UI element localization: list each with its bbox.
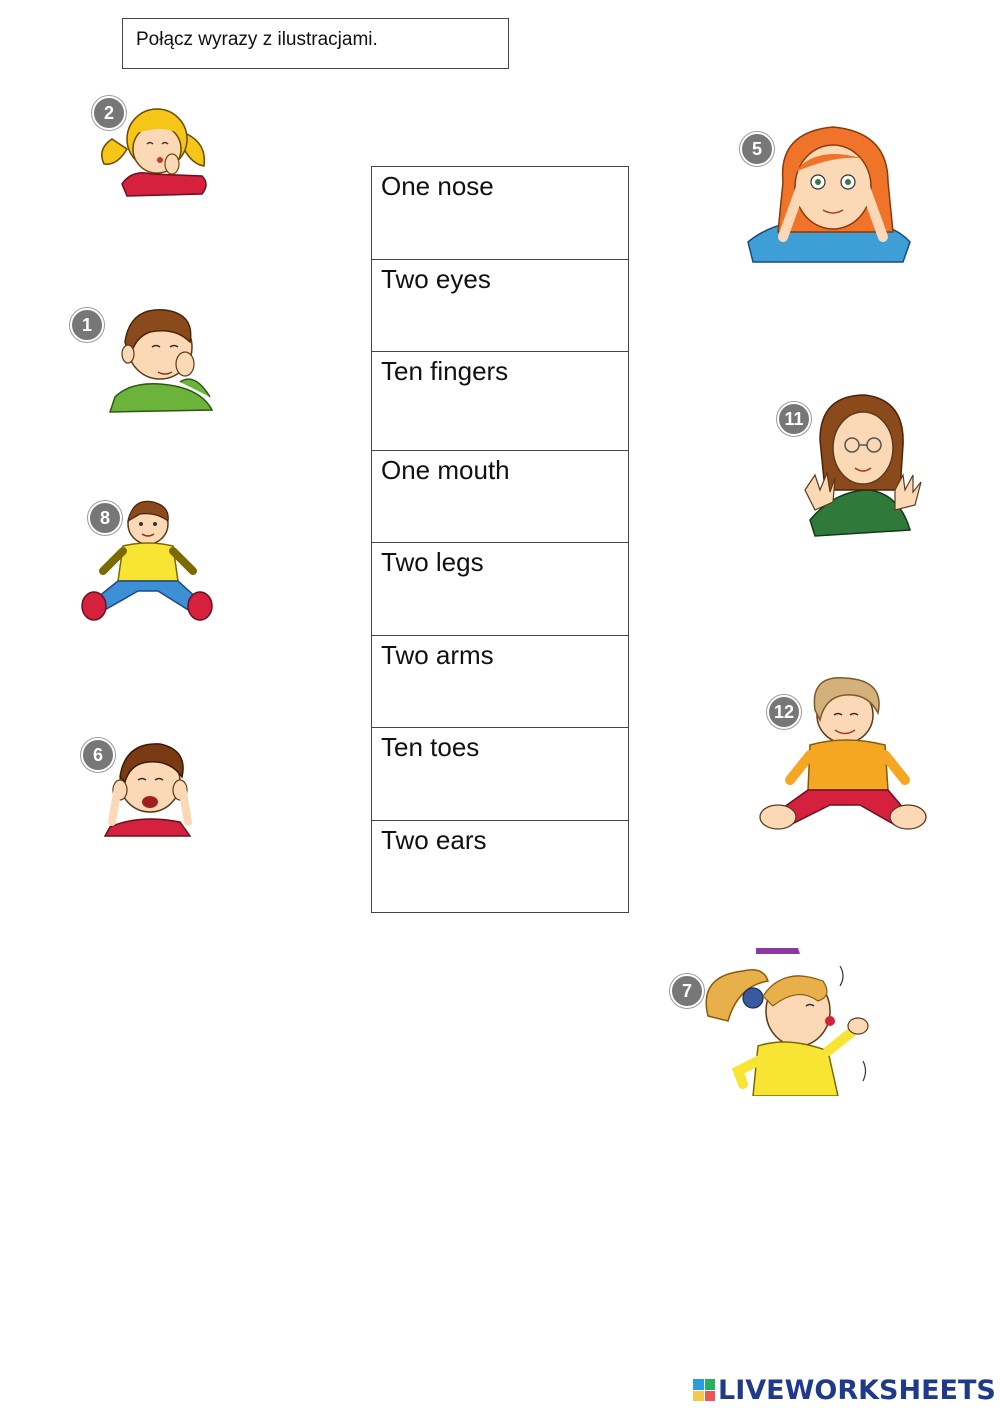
word-table — [371, 166, 629, 913]
badge-number: 11 — [777, 402, 811, 436]
badge-number: 8 — [88, 501, 122, 535]
illustration-boy-ears[interactable] — [80, 732, 200, 838]
badge-number: 2 — [92, 96, 126, 130]
table-row — [372, 167, 629, 260]
table-row — [372, 543, 629, 636]
instruction-text: Połącz wyrazy z ilustracjami. — [136, 29, 378, 50]
table-row — [372, 728, 629, 821]
table-row — [372, 352, 629, 451]
badge-number: 12 — [767, 695, 801, 729]
word-cell[interactable]: One mouth — [372, 451, 629, 543]
badge-number: 6 — [81, 738, 115, 772]
illustration-girl-arms[interactable] — [668, 946, 878, 1096]
badge-number: 1 — [70, 308, 104, 342]
badge-number: 7 — [670, 974, 704, 1008]
badge-number: 5 — [740, 132, 774, 166]
word-cell[interactable]: Two eyes — [372, 260, 629, 352]
word-cell[interactable]: Ten fingers — [372, 352, 629, 451]
table-row — [372, 260, 629, 352]
illustration-girl-fingers[interactable] — [775, 390, 927, 538]
word-cell[interactable]: Two ears — [372, 821, 629, 913]
table-row — [372, 636, 629, 728]
word-cell[interactable]: Two legs — [372, 543, 629, 636]
word-cell[interactable]: Ten toes — [372, 728, 629, 821]
illustration-boy-toes[interactable] — [750, 675, 932, 837]
table-row — [372, 451, 629, 543]
word-cell[interactable]: One nose — [372, 167, 629, 260]
illustration-girl-eyes[interactable] — [738, 122, 914, 264]
logo-text: LIVEWORKSHEETS — [718, 1374, 996, 1406]
logo-mark-icon — [693, 1379, 715, 1401]
illustration-boy-nose[interactable] — [70, 302, 220, 414]
table-row — [372, 821, 629, 913]
word-cell[interactable]: Two arms — [372, 636, 629, 728]
illustration-boy-legs[interactable] — [78, 496, 214, 630]
liveworksheets-logo — [693, 1374, 996, 1406]
illustration-girl-mouth[interactable] — [92, 94, 217, 199]
girl-arms-illustration — [668, 946, 878, 1096]
instruction-box — [122, 18, 509, 69]
